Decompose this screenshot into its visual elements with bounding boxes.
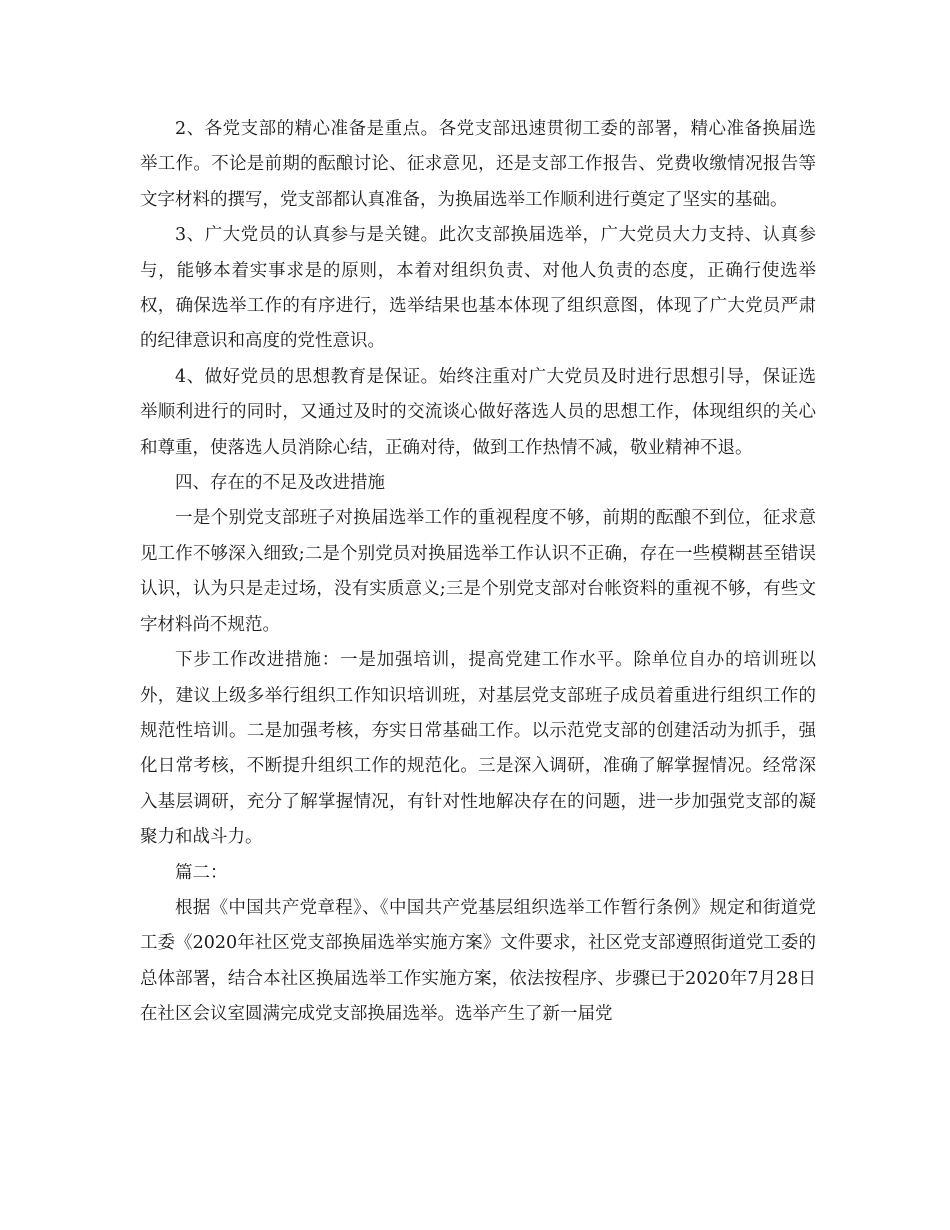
section-heading-part-two: 篇二： [175,862,228,883]
paragraph-participation: 3、广大党员的认真参与是关键。此次支部换届选举，广大党员大力支持、认真参与，能够本着实事求是的原则，本着对组织负责、对他人负责的态度，正确行使选举权，确保选举工作的有序进行，选举结果也基本体现了组织意图，体现了广大党员严肃的纪律意识和高度的党性意识。 [140,225,816,352]
document-body [140,112,816,1033]
paragraph-preparation: 2、各党支部的精心准备是重点。各党支部迅速贯彻工委的部署，精心准备换届选举工作。不论是前期的酝酿讨论、征求意见，还是支部工作报告、党费收缴情况报告等文字材料的撰写，党支部都认真准备，为换届选举工作顺利进行奠定了坚实的基础。 [140,119,816,210]
paragraph-education: 4、做好党员的思想教育是保证。始终注重对广大党员及时进行思想引导，保证选举顺利进行的同时，又通过及时的交流谈心做好落选人员的思想工作，体现组织的关心和尊重，使落选人员消除心结，正确对待，做到工作热情不减，敬业精神不退。 [140,366,816,458]
section-heading-shortcomings: 四、存在的不足及改进措施 [175,473,385,494]
paragraph-shortcomings: 一是个别党支部班子对换届选举工作的重视程度不够，前期的酝酿不到位，征求意见工作不够深入细致;二是个别党员对换届选举工作认识不正确，存在一些模糊甚至错误认识，认为只是走过场，没有实质意义;三是个别党支部对台帐资料的重视不够，有些文字材料尚不规范。 [140,508,816,635]
paragraph-part-two-intro: 根据《中国共产党章程》、《中国共产党基层组织选举工作暂行条例》规定和街道党工委《2020年社区党支部换届选举实施方案》文件要求，社区党支部遵照街道党工委的总体部署，结合本社区换届选举工作实施方案，依法按程序、步骤已于2020年7月28日在社区会议室圆满完成党支部换届选举。选举产生了新一届党 [140,897,816,1025]
paragraph-improvements: 下步工作改进措施：一是加强培训，提高党建工作水平。除单位自办的培训班以外，建议上级多举行组织工作知识培训班，对基层党支部班子成员着重进行组织工作的规范性培训。二是加强考核，夯实日常基础工作。以示范党支部的创建活动为抓手，强化日常考核，不断提升组织工作的规范化。三是深入调研，准确了解掌握情况。经常深入基层调研，充分了解掌握情况，有针对性地解决存在的问题，进一步加强党支部的凝聚力和战斗力。 [140,650,816,848]
